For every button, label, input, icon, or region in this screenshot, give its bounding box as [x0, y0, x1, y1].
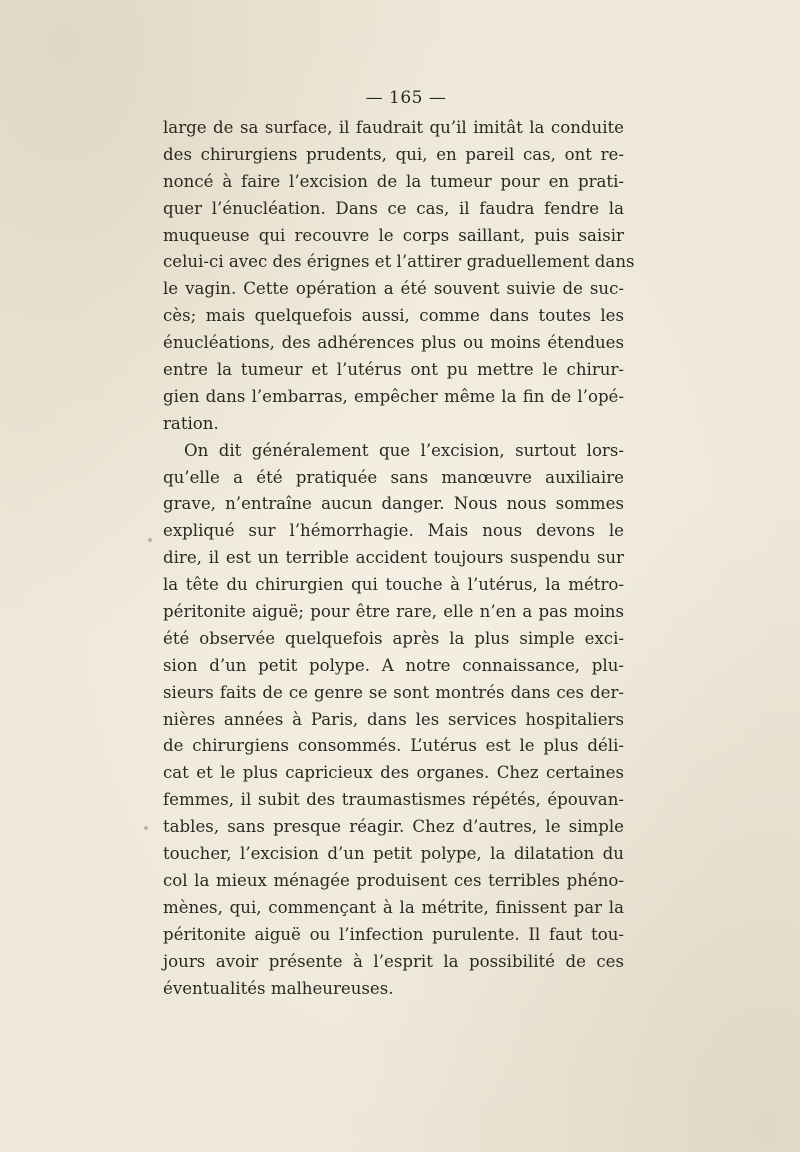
text-line: expliqué sur l’hémorrhagie. Mais nous devons le	[163, 521, 624, 541]
text-line: entre la tumeur et l’utérus ont pu mettre le chirur-	[163, 360, 624, 380]
text-line: été observée quelquefois après la plus simple exci-	[163, 628, 624, 648]
text-line: cès; mais quelquefois aussi, comme dans toutes les	[163, 306, 624, 326]
text-line: la tête du chirurgien qui touche à l’utérus, la métro-	[163, 575, 624, 595]
text-line: énucléations, des adhérences plus ou moins étendues	[163, 333, 624, 353]
text-line: nières années à Paris, dans les services hospitaliers	[163, 709, 624, 729]
text-line: éventualités malheureuses.	[163, 978, 394, 998]
text-line: le vagin. Cette opération a été souvent suivie de suc-	[163, 279, 624, 299]
text-line: des chirurgiens prudents, qui, en pareil cas, ont re-	[163, 144, 624, 164]
body-text	[163, 115, 635, 1002]
text-line: quer l’énucléation. Dans ce cas, il faudra fendre la	[163, 198, 624, 218]
text-line: cat et le plus capricieux des organes. Chez certaines	[163, 763, 624, 783]
text-line: col la mieux ménagée produisent ces terribles phéno-	[163, 870, 624, 890]
text-line: gien dans l’embarras, empêcher même la fin de l’opé-	[163, 386, 624, 406]
text-line: On dit généralement que l’excision, surtout lors-	[184, 440, 624, 460]
text-line: large de sa surface, il faudrait qu’il imitât la conduite	[163, 118, 624, 137]
text-line: péritonite aiguë ou l’infection purulente. Il faut tou-	[163, 924, 624, 944]
text-line: sieurs faits de ce genre se sont montrés dans ces der-	[163, 682, 624, 702]
text-line: qu’elle a été pratiquée sans manœuvre auxiliaire	[163, 467, 624, 487]
text-line: sion d’un petit polype. A notre connaissance, plu-	[163, 655, 624, 675]
text-line: toucher, l’excision d’un petit polype, la dilatation du	[163, 844, 624, 864]
text-line: ration.	[163, 413, 219, 433]
text-line: mènes, qui, commençant à la métrite, finissent par la	[163, 897, 624, 917]
text-line: muqueuse qui recouvre le corps saillant, puis saisir	[163, 225, 624, 245]
text-line: noncé à faire l’excision de la tumeur pour en prati-	[163, 171, 624, 191]
text-line: celui-ci avec des érignes et l’attirer graduellement dans	[163, 252, 635, 272]
ink-speck	[148, 538, 152, 542]
page-number: — 165 —	[365, 88, 447, 108]
text-line: péritonite aiguë; pour être rare, elle n’en a pas moins	[163, 602, 624, 622]
text-line: tables, sans presque réagir. Chez d’autres, le simple	[163, 817, 624, 837]
text-line: de chirurgiens consommés. L’utérus est le plus déli-	[163, 736, 624, 756]
text-line: dire, il est un terrible accident toujours suspendu sur	[163, 548, 624, 568]
ink-speck	[144, 826, 148, 830]
text-line: grave, n’entraîne aucun danger. Nous nous sommes	[163, 494, 624, 514]
text-line: jours avoir présente à l’esprit la possibilité de ces	[163, 951, 624, 971]
text-line: femmes, il subit des traumastismes répétés, épouvan-	[163, 790, 624, 810]
